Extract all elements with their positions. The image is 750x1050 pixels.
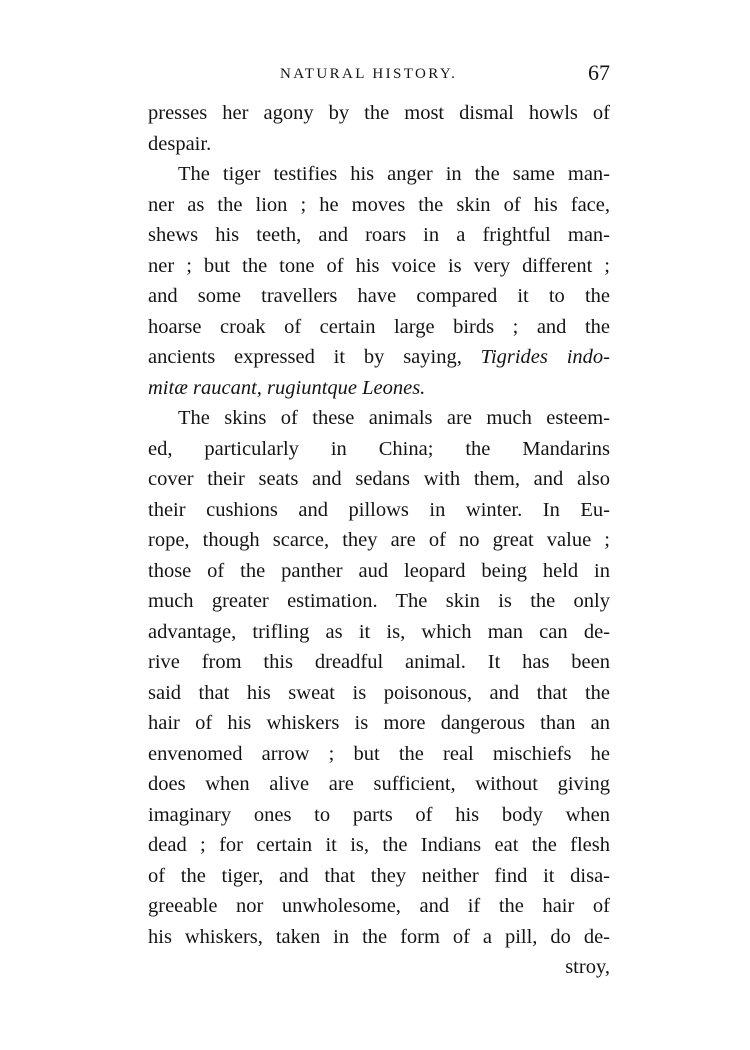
- text-line: hair of his whiskers is more dangerous than an: [148, 712, 610, 734]
- text-line: envenomed arrow ; but the real mischiefs he: [148, 742, 610, 765]
- text-line: greeable nor unwholesome, and if the hair of: [148, 895, 610, 917]
- body-text: [148, 98, 610, 983]
- text-line: imaginary ones to parts of his body when: [148, 803, 610, 826]
- text-line: of the tiger, and that they neither find it disa-: [148, 864, 610, 887]
- text-line: rope, though scarce, they are of no great value ;: [148, 529, 610, 551]
- text-line: does when alive are sufficient, without giving: [148, 773, 610, 795]
- text-line: [148, 342, 610, 373]
- text-line: The tiger testifies his anger in the same man-: [178, 163, 610, 185]
- text-line: hoarse croak of certain large birds ; and the: [148, 315, 610, 338]
- text-line: ner as the lion ; he moves the skin of his face,: [148, 193, 610, 216]
- text-line: much greater estimation. The skin is the only: [148, 590, 610, 612]
- text-line: advantage, trifling as it is, which man can de-: [148, 620, 610, 643]
- text-line: rive from this dreadful animal. It has been: [148, 651, 610, 673]
- text-line: ner ; but the tone of his voice is very different ;: [148, 254, 610, 277]
- text-line: those of the panther aud leopard being held in: [148, 559, 610, 582]
- running-head: [150, 60, 610, 90]
- page-number: 67: [588, 60, 610, 85]
- text-line: and some travellers have compared it to the: [148, 285, 610, 307]
- text-line: The skins of these animals are much esteem-: [178, 407, 610, 429]
- text-line: despair.: [148, 132, 212, 155]
- catchword: stroy,: [565, 956, 610, 978]
- latin-quotation-line: mitæ raucant, rugiuntque Leones.: [148, 376, 426, 399]
- text-line: their cushions and pillows in winter. In Eu-: [148, 498, 610, 521]
- text-span: ancients expressed it by saying,: [148, 346, 462, 368]
- latin-quotation: Tigrides indo-: [480, 346, 610, 368]
- text-line: cover their seats and sedans with them, and also: [148, 468, 610, 490]
- text-line: dead ; for certain it is, the Indians eat the flesh: [148, 834, 610, 856]
- text-line: his whiskers, taken in the form of a pill, do de-: [148, 925, 610, 948]
- text-line: said that his sweat is poisonous, and that the: [148, 681, 610, 704]
- text-line: presses her agony by the most dismal howls of: [148, 102, 610, 124]
- text-line: shews his teeth, and roars in a frightful man-: [148, 224, 610, 246]
- running-title: NATURAL HISTORY.: [280, 66, 458, 82]
- text-line: ed, particularly in China; the Mandarins: [148, 437, 610, 460]
